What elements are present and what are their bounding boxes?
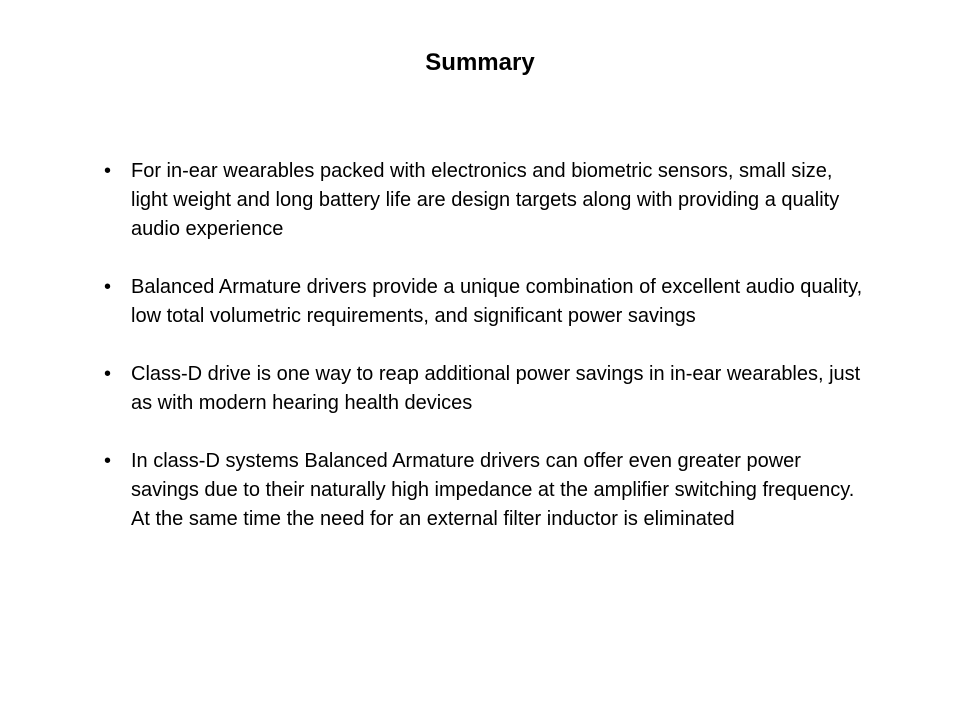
bullet-text: In class-D systems Balanced Armature drivers can offer even greater power savings due to their naturally high impedance at the amplifier switching frequency. At the same time the need for an external filter inductor is eliminated bbox=[131, 450, 855, 530]
bullet-text: For in-ear wearables packed with electronics and biometric sensors, small size, light weight and long battery life are design targets along with providing a quality audio experience bbox=[131, 160, 840, 240]
bullet-item bbox=[104, 273, 864, 331]
bullet-dot-icon: • bbox=[104, 363, 112, 385]
bullet-item bbox=[104, 157, 864, 244]
bullet-text: Class-D drive is one way to reap additional power savings in in-ear wearables, just as with modern hearing health devices bbox=[131, 363, 861, 414]
slide-title: Summary bbox=[425, 49, 535, 76]
bullet-dot-icon: • bbox=[104, 276, 112, 298]
bullet-dot-icon: • bbox=[104, 160, 112, 182]
bullet-text: Balanced Armature drivers provide a unique combination of excellent audio quality, low total volumetric requirements, and significant power savings bbox=[131, 276, 863, 327]
bullet-item bbox=[104, 360, 864, 418]
bullet-dot-icon: • bbox=[104, 450, 112, 472]
bullet-list bbox=[104, 157, 864, 563]
bullet-item bbox=[104, 447, 864, 534]
